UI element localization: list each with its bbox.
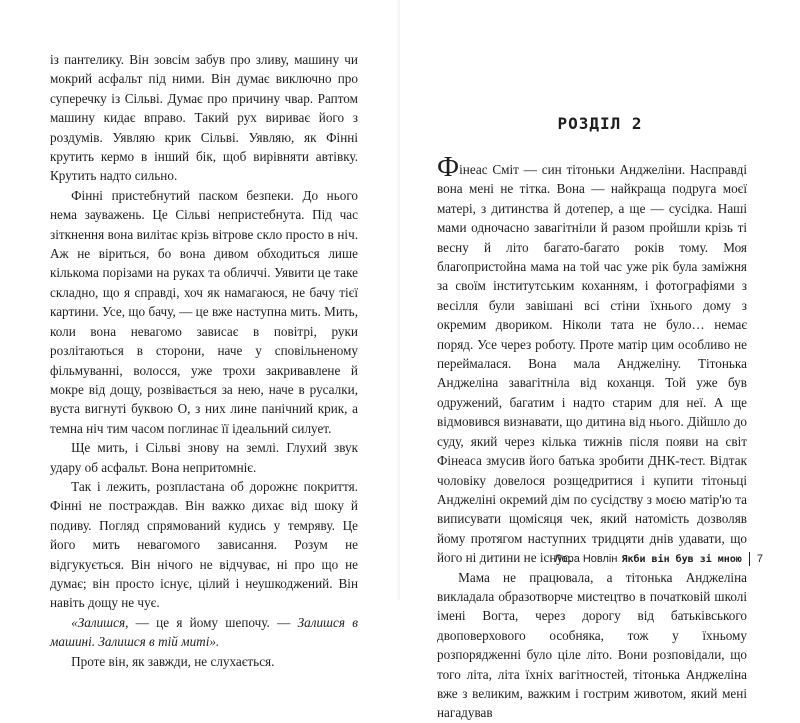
quote-paragraph	[50, 613, 358, 652]
footer-author: Лора Новлін	[554, 553, 618, 565]
paragraph: Ще мить, і Сільві знову на землі. Глухий звук удару об асфальт. Вона непритомніє.	[50, 440, 358, 475]
footer-book-title: Якби він був зі мною	[621, 553, 742, 565]
quote-italic-end: Залишся в машині. Залишся в тій миті».	[50, 614, 358, 650]
first-paragraph	[437, 152, 747, 568]
left-page	[0, 0, 400, 669]
page-number: 7	[756, 553, 763, 565]
left-page-text	[50, 50, 358, 671]
drop-cap: Ф	[437, 152, 460, 183]
paragraph: Мама не працювала, а тітонька Анджеліна викладала образотворче мистецтво в початковій школі імені Вогта, через дорогу від батьківського двоповерхового особняка, тож у їхньому розпорядженні було ціле літо. Вони розповідали, що того літа, літа їхніх вагітностей, тітонька Анджеліна вже з великим, важким і гострим животом, який мені нагадував	[437, 569, 747, 721]
paragraph: із пантелику. Він зовсім забув про зливу, машину чи мокрий асфальт під ними. Він думає виключно про суперечку із Сільві. Думає про причину чвар. Раптом машину кидає вправо. Такий рух вириває його з роздумів. Уявляю крик Сільві. Уявляю, як Фінні крутить кермо в інший бік, щоб вирівняти автівку. Крутить надто сильно.	[50, 52, 358, 184]
paragraph: Фінні пристебнутий паском безпеки. До нього нема зауважень. Це Сільві непристебнута. Під час зіткнення вона вилітає крізь вітрове скло просто в ніч. Аж не віриться, бо вона дивом обходиться лише кількома порізами на руках та обличчі. Уявити це таке складно, що я справді, хоч як намагаюся, не бачу тієї картини. Усе, що бачу, — це вже наступна мить. Мить, коли вона невагомо зависає в повітрі, руки розлітаються в сторони, наче у сповільненому фільмуванні, волосся, уже трохи закривавлене й мокре від дощу, розвівається за нею, наче в русалки, вуста вигнуті буквою О, з них лине панічний крик, а темна ніч тим часом поглинає її ідеальний силует.	[50, 187, 358, 436]
chapter-title: РОЗДІЛ 2	[557, 114, 643, 133]
quote-italic-start: «Залишся,	[71, 614, 129, 630]
running-footer	[554, 552, 763, 566]
quote-attribution: — це я йому шепочу. —	[128, 614, 298, 630]
paragraph: Так і лежить, розпластана об дорожнє покриття. Фінні не постраждав. Він важко дихає від шоку й подиву. Погляд спрямований кудись у темряву. Це його мить невагомого зависання. Розум не відгукується. Він нічого не відчуває, ні про що не думає; він просто існує, цілий і неушкоджений. Він навіть дощу не чує.	[50, 478, 358, 611]
footer-divider	[749, 552, 750, 566]
right-page-text	[437, 152, 747, 723]
paragraph: Проте він, як завжди, не слухається.	[71, 653, 275, 669]
first-paragraph-text: інеас Сміт — син тітоньки Анджеліни. Насправді вона мені не тітка. Вона — найкраща подруга моєї матері, з дитинства й дотепер, а ще — сусідка. Наші мами одночасно завагітніли й разом пройшли крізь ті весну й літо багато-багато років тому. Моя благопристойна мама на той час уже рік була заміжня за своїм інститутським коханням, і фотографіями з весілля були завішані всі стіни їхнього дому з окремим двориком. Ніколи тата не було… немає поряд. Усе через роботу. Проте матір цим особливо не переймалася. Вона мала Анджеліну. Тітонька Анджеліна завагітніла від коханця. Той уже був одружений, багатим і надто старим для неї. А ще відмовився визнавати, що дитина від нього. Дійшло до суду, який через кілька тижнів після появи на світ Фінеаса змусив його батька зробити ДНК-тест. Відтак чоловіку довелося розщедритися і купити тітоньці Анджеліні окремий дім по сусідству з моєю матір'ю та виписувати щомісяця чек, який натомість дозволяв йому протягом наступних тридцяти днів удавати, що його ні дитини не існує.	[437, 162, 747, 566]
